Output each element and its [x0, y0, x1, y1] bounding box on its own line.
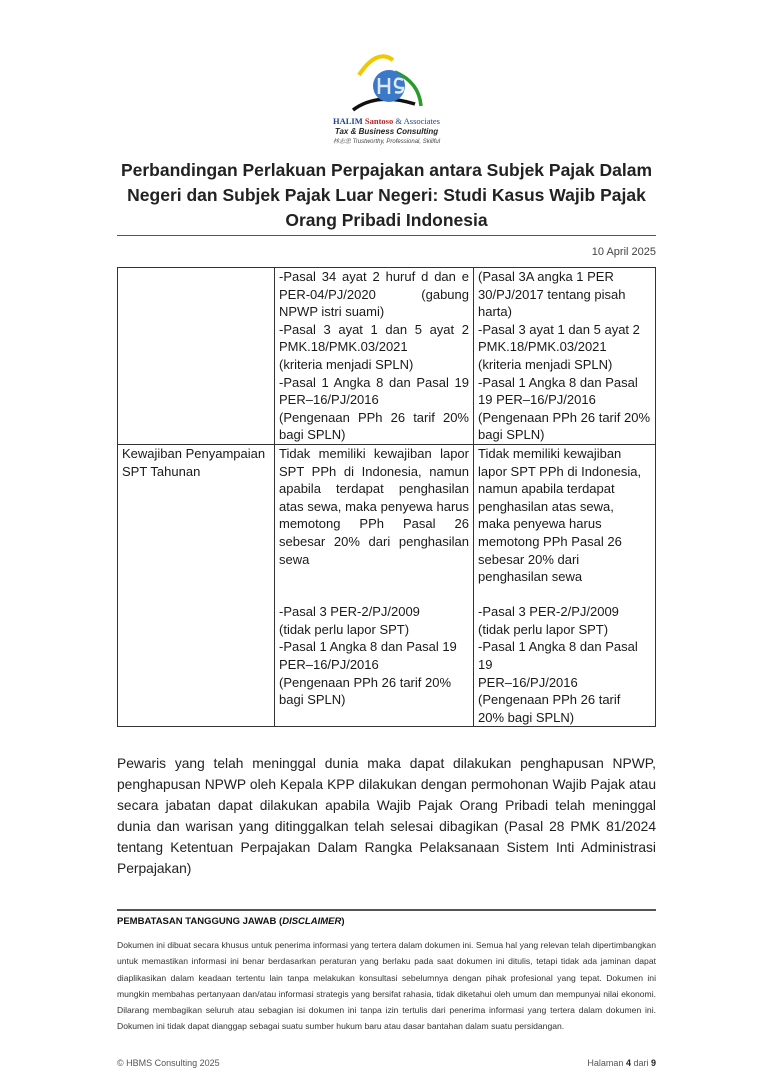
table-cell: Tidak memiliki kewajiban lapor SPT PPh di Indonesia, namun apabila terdapat penghasilan atas sewa, maka penyewa harus memotong PPh Pasal 26 sebesar 20% dari penghasilan sewa -Pasal 3 PER-2/PJ/2009 (tidak perlu lapor SPT) -Pasal 1 Angka 8 dan Pasal 19 PER–16/PJ/2016 (Pengenaan PPh 26 tarif 20% bagi SPLN): [474, 444, 656, 727]
document-date: 10 April 2025: [591, 246, 656, 258]
logo-globe-icon: [317, 50, 457, 114]
body-paragraph: Pewaris yang telah meninggal dunia maka dapat dilakukan penghapusan NPWP, penghapusan NPWP oleh Kepala KPP dilakukan dengan permohonan Wajib Pajak atau secara jabatan dapat dilakukan apabila Wajib Pajak Orang Pribadi telah meninggal dunia dan warisan yang ditinggalkan telah selesai dibagikan (Pasal 28 PMK 81/2024 tentang Ketentuan Perpajakan Dalam Rangka Pelaksanaan Sistem Inti Administrasi Perpajakan): [117, 756, 656, 877]
disclaimer-divider: [117, 909, 656, 911]
company-logo: [317, 50, 457, 150]
title-divider: [117, 235, 656, 236]
table-row: [118, 444, 656, 727]
logo-motto: 林志忠 Trustworthy, Professional, Skillful: [332, 139, 441, 145]
table-cell: (Pasal 3A angka 1 PER 30/PJ/2017 tentang pisah harta) -Pasal 3 ayat 1 dan 5 ayat 2 PMK.18/PMK.03/2021 (kriteria menjadi SPLN) -Pasal 1 Angka 8 dan Pasal 19 PER–16/PJ/2016 (Pengenaan PPh 26 tarif 20% bagi SPLN): [474, 268, 656, 445]
footer-copyright: © HBMS Consulting 2025: [117, 1057, 220, 1068]
logo-tagline: Tax & Business Consulting: [334, 127, 439, 136]
disclaimer-text: Dokumen ini dibuat secara khusus untuk penerima informasi yang tertera dalam dokumen ini. Semua hal yang relevan telah dipertimbangkan untuk memastikan informasi ini benar berdasarkan peraturan yang berlaku pada saat dokumen ini ditulis, tetapi tidak ada jaminan dapat diaplikasikan dalam keadaan tertentu lain tanpa melakukan konsultasi sebelumnya dengan pihak profesional yang tepat. Dokumen ini mungkin membahas pertanyaan dan/atau informasi strategis yang bersifat rahasia, tidak diketahui oleh umum dan mempunyai nilai ekonomi. Dilarang membagikan seluruh atau sebagian isi dokumen ini tanpa izin tertulis dari penerima informasi yang tertera dalam dokumen ini. Dokumen ini tidak dapat dianggap sebagai suatu sumber hukum baru atau dasar bantahan dalam suatu persidangan.: [117, 939, 656, 1032]
table-row: [118, 268, 656, 445]
document-title: Perbandingan Perlakuan Perpajakan antara Subjek Pajak Dalam Negeri dan Subjek Pajak Luar Negeri: Studi Kasus Wajib Pajak Orang Pribadi Indonesia: [120, 160, 653, 230]
table-cell: -Pasal 34 ayat 2 huruf d dan e PER-04/PJ/2020 (gabung NPWP istri suami) -Pasal 3 ayat 1 dan 5 ayat 2 PMK.18/PMK.03/2021 (kriteria menjadi SPLN) -Pasal 1 Angka 8 dan Pasal 19 PER–16/PJ/2016 (Pengenaan PPh 26 tarif 20% bagi SPLN): [275, 268, 474, 445]
comparison-table: [117, 267, 656, 727]
disclaimer-heading: PEMBATASAN TANGGUNG JAWAB (DISCLAIMER): [117, 915, 345, 927]
page-number: Halaman 4 dari 9: [587, 1057, 656, 1068]
table-cell: Tidak memiliki kewajiban lapor SPT PPh di Indonesia, namun apabila terdapat penghasilan atas sewa, maka penyewa harus memotong PPh Pasal 26 sebesar 20% dari penghasilan sewa -Pasal 3 PER-2/PJ/2009 (tidak perlu lapor SPT) -Pasal 1 Angka 8 dan Pasal 19 PER–16/PJ/2016 (Pengenaan PPh 26 tarif 20% bagi SPLN): [275, 444, 474, 727]
table-cell: Kewajiban Penyampaian SPT Tahunan: [118, 444, 275, 727]
footer: [117, 1057, 656, 1069]
table-cell: [118, 268, 275, 445]
logo-company-name: HALIM Santoso & Associates: [333, 116, 440, 126]
